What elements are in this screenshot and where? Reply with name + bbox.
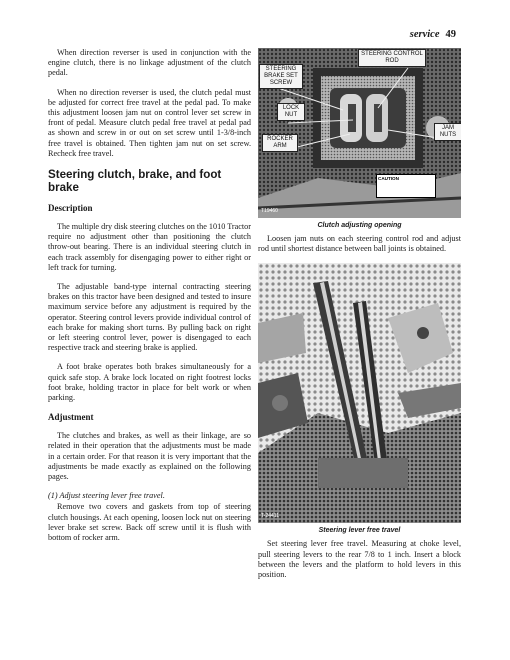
steering-lever-free-travel-photo bbox=[258, 263, 461, 523]
label-jam-nuts: JAM NUTS bbox=[434, 123, 461, 141]
label-rocker-arm: ROCKER ARM bbox=[262, 134, 298, 152]
label-lock-nut: LOCK NUT bbox=[277, 103, 305, 121]
paragraph: The adjustable band-type internal contracting steering brakes on this tractor have been designed and tested to insure maximum service before any adjustment is required by the operator. Steering control levers provide individual control of each brake for making short turns. By pulling back on right or left steering control lever, power is disengaged to each respective track and steering brake is applied. bbox=[48, 282, 251, 353]
left-column bbox=[48, 48, 251, 552]
label-steering-control-rod: STEERING CONTROL ROD bbox=[358, 49, 426, 67]
figure-caption: Steering lever free travel bbox=[318, 527, 401, 535]
paragraph: When direction reverser is used in conjunction with the engine clutch, there is no linkage adjustment of the clutch pedal. bbox=[48, 48, 251, 78]
paragraph: The clutches and brakes, as well as their linkage, are so related in their operation that the adjustments must be made in a certain order. For that reason it is very important that the adjustments be made exactly as explained on the following pages. bbox=[48, 431, 251, 482]
page-number: 49 bbox=[445, 29, 456, 40]
right-column bbox=[258, 48, 461, 589]
steering-lever-photo-image bbox=[258, 263, 461, 523]
caution-plate-text: CAUTION bbox=[378, 176, 399, 181]
paragraph: A foot brake operates both brakes simultaneously for a quick safe stop. A brake lock located on right footrest locks foot brake, holding tractor in place for belt work or when parking. bbox=[48, 362, 251, 403]
section-heading: Steering clutch, brake, and foot brake bbox=[48, 168, 222, 195]
figure-caption: Clutch adjusting opening bbox=[317, 222, 402, 229]
paragraph: Set steering lever free travel. Measuring at choke level, pull steering levers to the rear 7/8 to 1 inch. Insert a block between the levers and the platform to hold levers in this position. bbox=[258, 539, 461, 580]
paragraph: Remove two covers and gaskets from top of steering clutch housings. At each opening, loosen lock nut on steering lever brake set screw. Back off screw until it is flush with bottom of rocker arm. bbox=[48, 502, 251, 542]
figure-number: T-24411 bbox=[261, 513, 279, 520]
subsection-heading-description: Description bbox=[48, 203, 93, 214]
step-title: (1) Adjust steering lever free travel. bbox=[48, 491, 165, 501]
subsection-heading-adjustment: Adjustment bbox=[48, 412, 94, 423]
section-name: service bbox=[409, 29, 440, 40]
paragraph: The multiple dry disk steering clutches on the 1010 Tractor require no adjustment other than positioning the clutch throw-out bearing. There is an individual steering clutch in each track assembly for disengaging power to either right or left track for turning. bbox=[48, 222, 251, 272]
paragraph: Loosen jam nuts on each steering control rod and adjust rod until shortest distance between ball joints is obtained. bbox=[258, 234, 461, 254]
label-steering-brake-set-screw: STEERING BRAKE SET SCREW bbox=[259, 64, 303, 89]
paragraph: When no direction reverser is used, the clutch pedal must be adjusted for correct free travel at the pedal pad. To make this adjustment loosen jam nut on control lever set screw in front of pedal. Measure clutch pedal free travel at pedal pad as shown and screw in or out on set screw until 1-3/8-inch free travel is obtained. Then tighten jam nut on set screw. Recheck free travel. bbox=[48, 87, 251, 158]
figure-number: T19460 bbox=[261, 208, 278, 214]
clutch-adjusting-opening-photo bbox=[258, 48, 461, 218]
running-header bbox=[410, 29, 456, 40]
caution-plate bbox=[376, 174, 436, 198]
